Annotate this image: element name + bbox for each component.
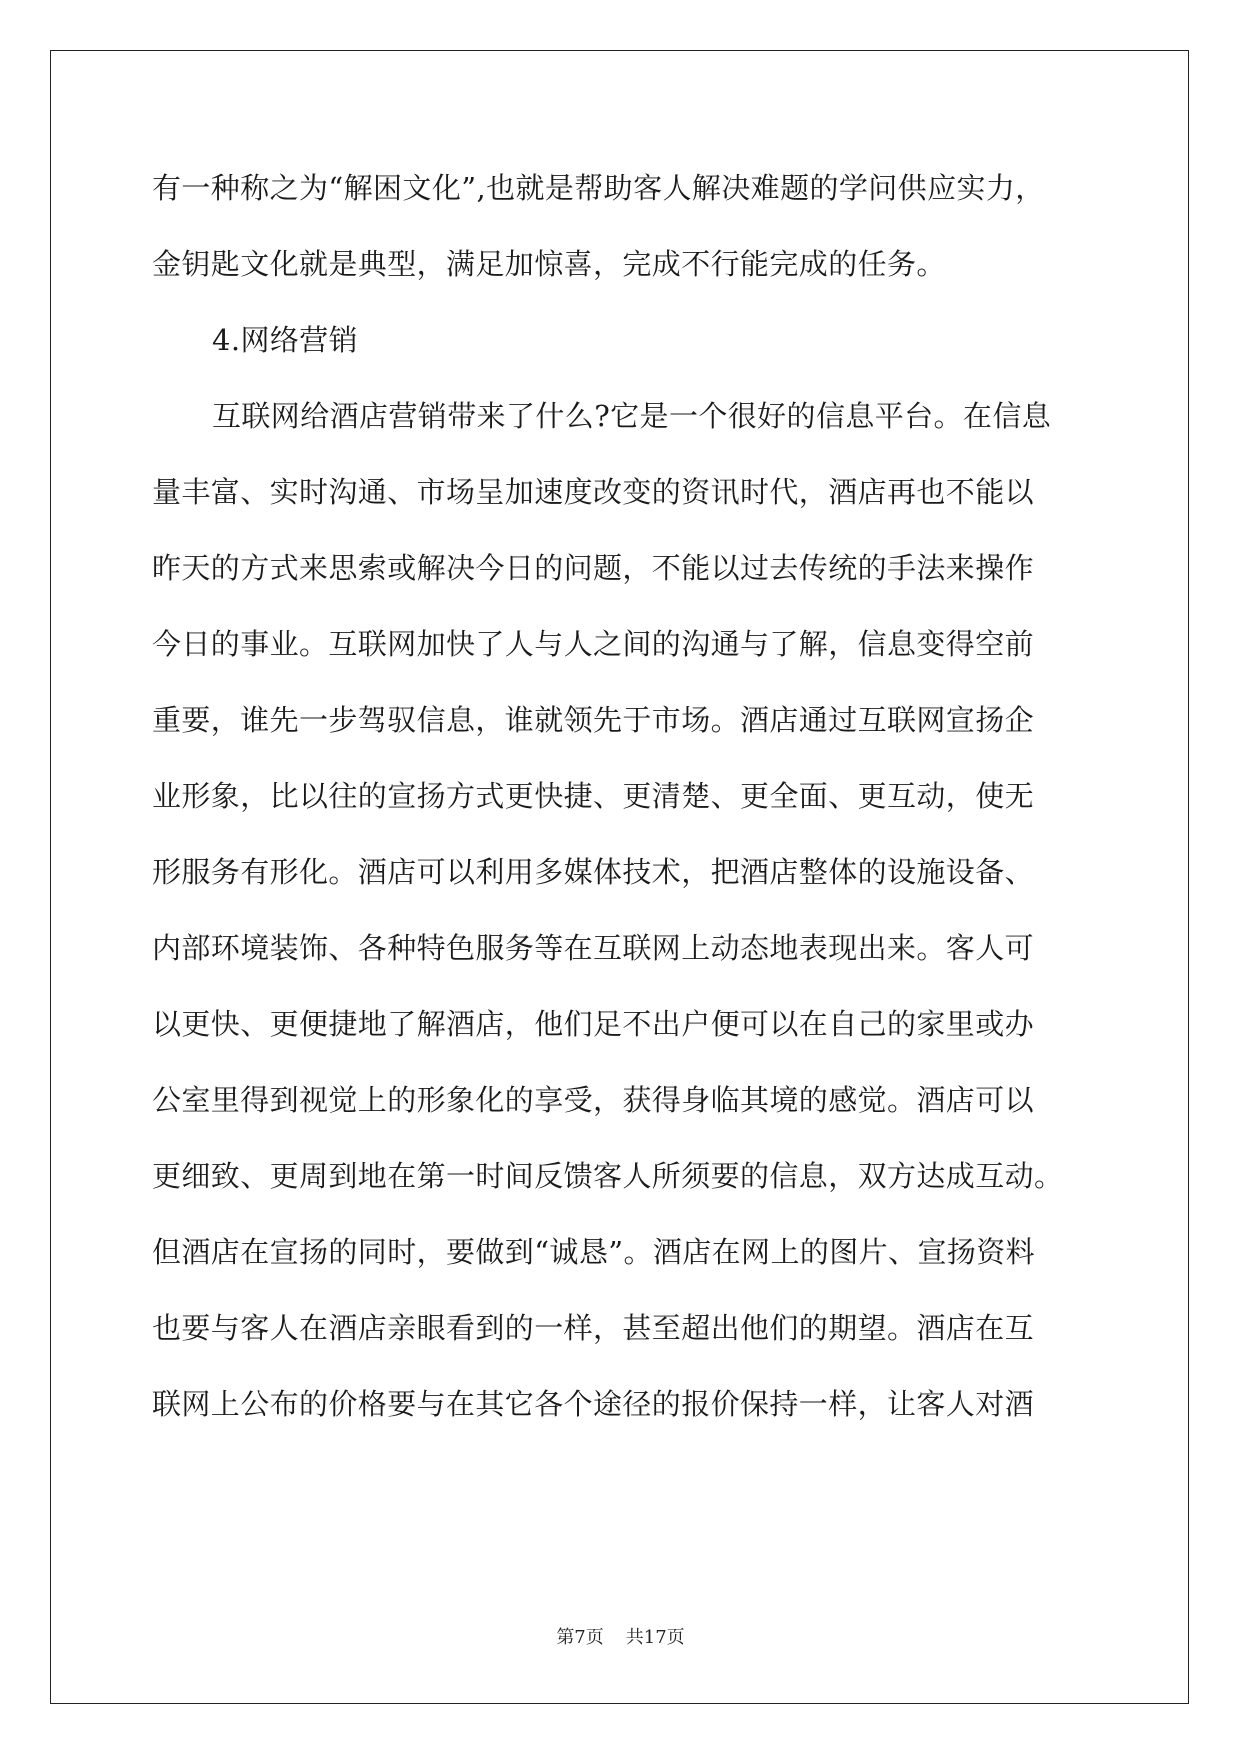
- body-line-6: 昨天的方式来思索或解决今日的问题，不能以过去传统的手法来操作: [152, 551, 1035, 585]
- body-line-9: 业形象，比以往的宣扬方式更快捷、更清楚、更全面、更互动，使无: [152, 779, 1035, 813]
- page-count: 共17页: [625, 1627, 685, 1648]
- body-line-10: 形服务有形化。酒店可以利用多媒体技术，把酒店整体的设施设备、: [152, 855, 1035, 889]
- page-footer: [0, 1627, 1241, 1649]
- body-line-4: 互联网给酒店营销带来了什么?它是一个很好的信息平台。在信息: [212, 399, 1052, 433]
- body-line-15: 但酒店在宣扬的同时，要做到“诚恳”。酒店在网上的图片、宣扬资料: [152, 1235, 1036, 1269]
- body-line-16: 也要与客人在酒店亲眼看到的一样，甚至超出他们的期望。酒店在互: [152, 1311, 1035, 1345]
- body-line-5: 量丰富、实时沟通、市场呈加速度改变的资讯时代，酒店再也不能以: [152, 475, 1035, 509]
- body-line-7: 今日的事业。互联网加快了人与人之间的沟通与了解，信息变得空前: [152, 627, 1035, 661]
- body-line-17: 联网上公布的价格要与在其它各个途径的报价保持一样，让客人对酒: [152, 1387, 1035, 1421]
- body-line-11: 内部环境装饰、各种特色服务等在互联网上动态地表现出来。客人可: [152, 931, 1035, 965]
- body-line-14: 更细致、更周到地在第一时间反馈客人所须要的信息，双方达成互动。: [152, 1159, 1064, 1193]
- body-line-2: 金钥匙文化就是典型，满足加惊喜，完成不行能完成的任务。: [152, 247, 946, 281]
- page-number: 第7页: [556, 1627, 604, 1648]
- section-heading: 4.网络营销: [212, 323, 359, 357]
- body-line-1: 有一种称之为“解困文化”,也就是帮助客人解决难题的学问供应实力，: [152, 171, 1045, 205]
- body-line-8: 重要，谁先一步驾驭信息，谁就领先于市场。酒店通过互联网宣扬企: [152, 703, 1035, 737]
- body-line-12: 以更快、更便捷地了解酒店，他们足不出户便可以在自己的家里或办: [152, 1007, 1035, 1041]
- body-line-13: 公室里得到视觉上的形象化的享受，获得身临其境的感觉。酒店可以: [152, 1083, 1035, 1117]
